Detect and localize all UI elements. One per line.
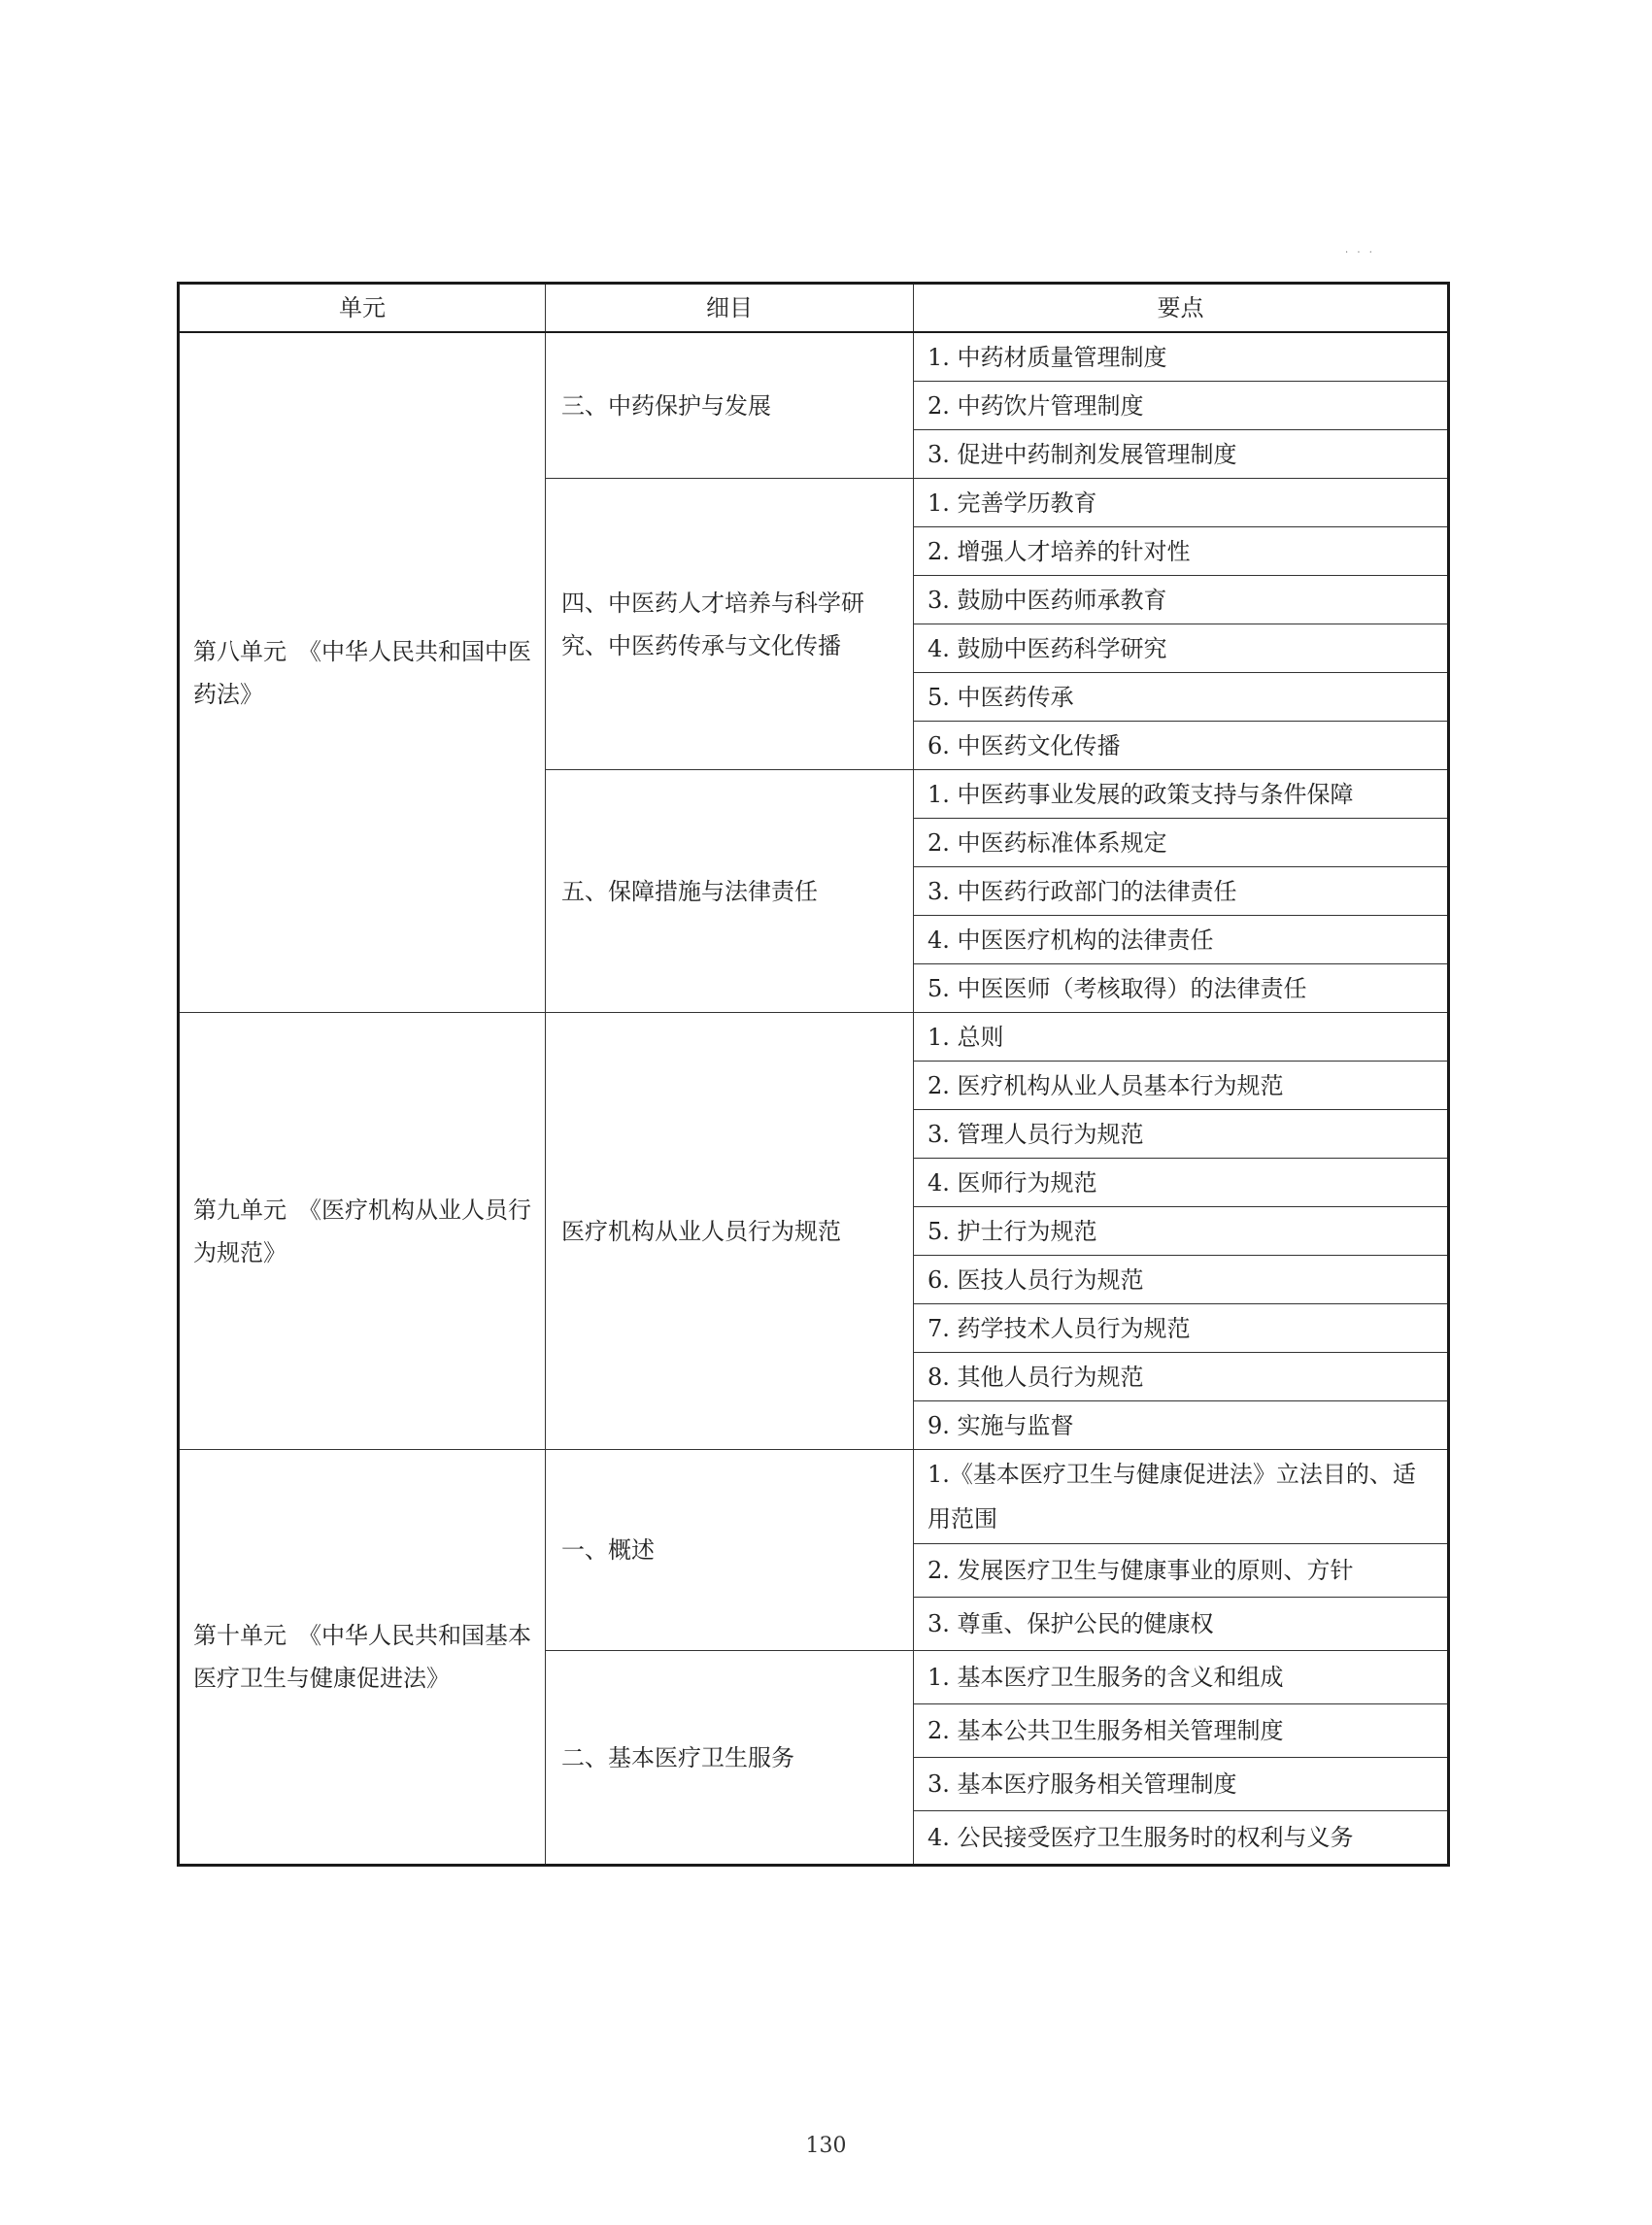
point-item: 1. 中药材质量管理制度 xyxy=(914,332,1449,382)
point-item: 6. 中医药文化传播 xyxy=(914,722,1449,770)
point-item: 4. 中医医疗机构的法律责任 xyxy=(914,916,1449,964)
table-row xyxy=(179,1013,1449,1062)
unit-10-detail-1: 一、概述 xyxy=(546,1450,914,1651)
point-item: 3. 鼓励中医药师承教育 xyxy=(914,576,1449,624)
point-item: 2. 基本公共卫生服务相关管理制度 xyxy=(914,1704,1449,1758)
point-item: 3. 尊重、保护公民的健康权 xyxy=(914,1598,1449,1651)
unit-10-detail-2: 二、基本医疗卫生服务 xyxy=(546,1651,914,1866)
point-item: 7. 药学技术人员行为规范 xyxy=(914,1304,1449,1353)
table-header-row xyxy=(179,284,1449,333)
point-item: 3. 中医药行政部门的法律责任 xyxy=(914,867,1449,916)
table-row xyxy=(179,1450,1449,1544)
point-item: 2. 中医药标准体系规定 xyxy=(914,819,1449,867)
point-item: 2. 中药饮片管理制度 xyxy=(914,382,1449,430)
syllabus-table xyxy=(177,282,1450,1867)
table-row xyxy=(179,332,1449,382)
unit-8-detail-3: 三、中药保护与发展 xyxy=(546,332,914,479)
unit-8-title: 第八单元 《中华人民共和国中医药法》 xyxy=(179,332,546,1013)
point-item: 2. 发展医疗卫生与健康事业的原则、方针 xyxy=(914,1544,1449,1598)
point-item: 2. 增强人才培养的针对性 xyxy=(914,527,1449,576)
point-item: 1.《基本医疗卫生与健康促进法》立法目的、适用范围 xyxy=(914,1450,1449,1544)
point-item: 8. 其他人员行为规范 xyxy=(914,1353,1449,1401)
header-unit: 单元 xyxy=(179,284,546,333)
point-item: 4. 医师行为规范 xyxy=(914,1159,1449,1207)
point-item: 5. 护士行为规范 xyxy=(914,1207,1449,1256)
point-item: 4. 公民接受医疗卫生服务时的权利与义务 xyxy=(914,1811,1449,1866)
point-item: 1. 完善学历教育 xyxy=(914,479,1449,527)
header-detail: 细目 xyxy=(546,284,914,333)
point-item: 9. 实施与监督 xyxy=(914,1401,1449,1450)
corner-mark: · · · xyxy=(1345,248,1375,258)
point-item: 2. 医疗机构从业人员基本行为规范 xyxy=(914,1062,1449,1110)
point-item: 3. 管理人员行为规范 xyxy=(914,1110,1449,1159)
point-item: 3. 促进中药制剂发展管理制度 xyxy=(914,430,1449,479)
unit-8-detail-5: 五、保障措施与法律责任 xyxy=(546,770,914,1013)
unit-8-detail-4: 四、中医药人才培养与科学研究、中医药传承与文化传播 xyxy=(546,479,914,770)
unit-10-title: 第十单元 《中华人民共和国基本医疗卫生与健康促进法》 xyxy=(179,1450,546,1866)
page-number: 130 xyxy=(805,2134,847,2158)
point-item: 5. 中医药传承 xyxy=(914,673,1449,722)
unit-9-detail-1: 医疗机构从业人员行为规范 xyxy=(546,1013,914,1450)
header-point: 要点 xyxy=(914,284,1449,333)
point-item: 1. 基本医疗卫生服务的含义和组成 xyxy=(914,1651,1449,1704)
unit-9-title: 第九单元 《医疗机构从业人员行为规范》 xyxy=(179,1013,546,1450)
point-item: 6. 医技人员行为规范 xyxy=(914,1256,1449,1304)
point-item: 4. 鼓励中医药科学研究 xyxy=(914,624,1449,673)
point-item: 3. 基本医疗服务相关管理制度 xyxy=(914,1758,1449,1811)
point-item: 5. 中医医师（考核取得）的法律责任 xyxy=(914,964,1449,1013)
point-item: 1. 总则 xyxy=(914,1013,1449,1062)
point-item: 1. 中医药事业发展的政策支持与条件保障 xyxy=(914,770,1449,819)
